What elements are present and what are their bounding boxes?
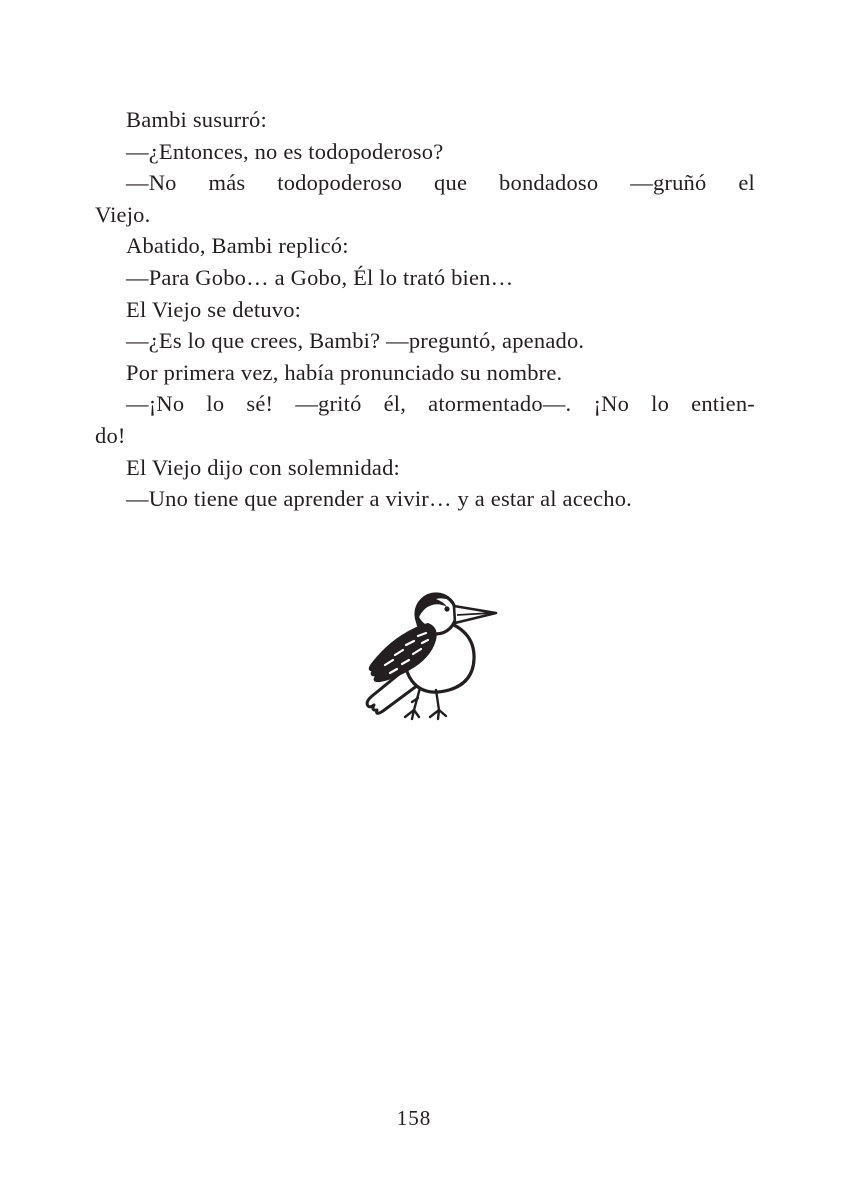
text-line: El Viejo se detuvo: (126, 296, 302, 322)
text-line: —No más todopoderoso que bondadoso —gruñó el (126, 170, 755, 196)
text-line: —¿Entonces, no es todopoderoso? (126, 138, 444, 164)
text-line: —Uno tiene que aprender a vivir… y a estar al acecho. (126, 486, 633, 512)
text-line: Viejo. (95, 201, 151, 227)
page-number: 158 (396, 1106, 432, 1130)
text-line: Por primera vez, había pronunciado su nombre. (126, 359, 563, 385)
text-line: —¡No lo sé! —gritó él, atormentado—. ¡No lo entien- (126, 391, 755, 417)
bird-illustration (356, 586, 502, 724)
text-line: Bambi susurró: (126, 107, 267, 132)
text-line: El Viejo dijo con solemnidad: (126, 454, 400, 480)
text-line: do! (95, 422, 126, 448)
body-text (95, 104, 755, 515)
text-line: —¿Es lo que crees, Bambi? —preguntó, apenado. (126, 328, 585, 354)
text-line: —Para Gobo… a Gobo, Él lo trató bien… (126, 264, 514, 290)
bird-icon (356, 586, 502, 724)
text-line: Abatido, Bambi replicó: (126, 233, 349, 259)
